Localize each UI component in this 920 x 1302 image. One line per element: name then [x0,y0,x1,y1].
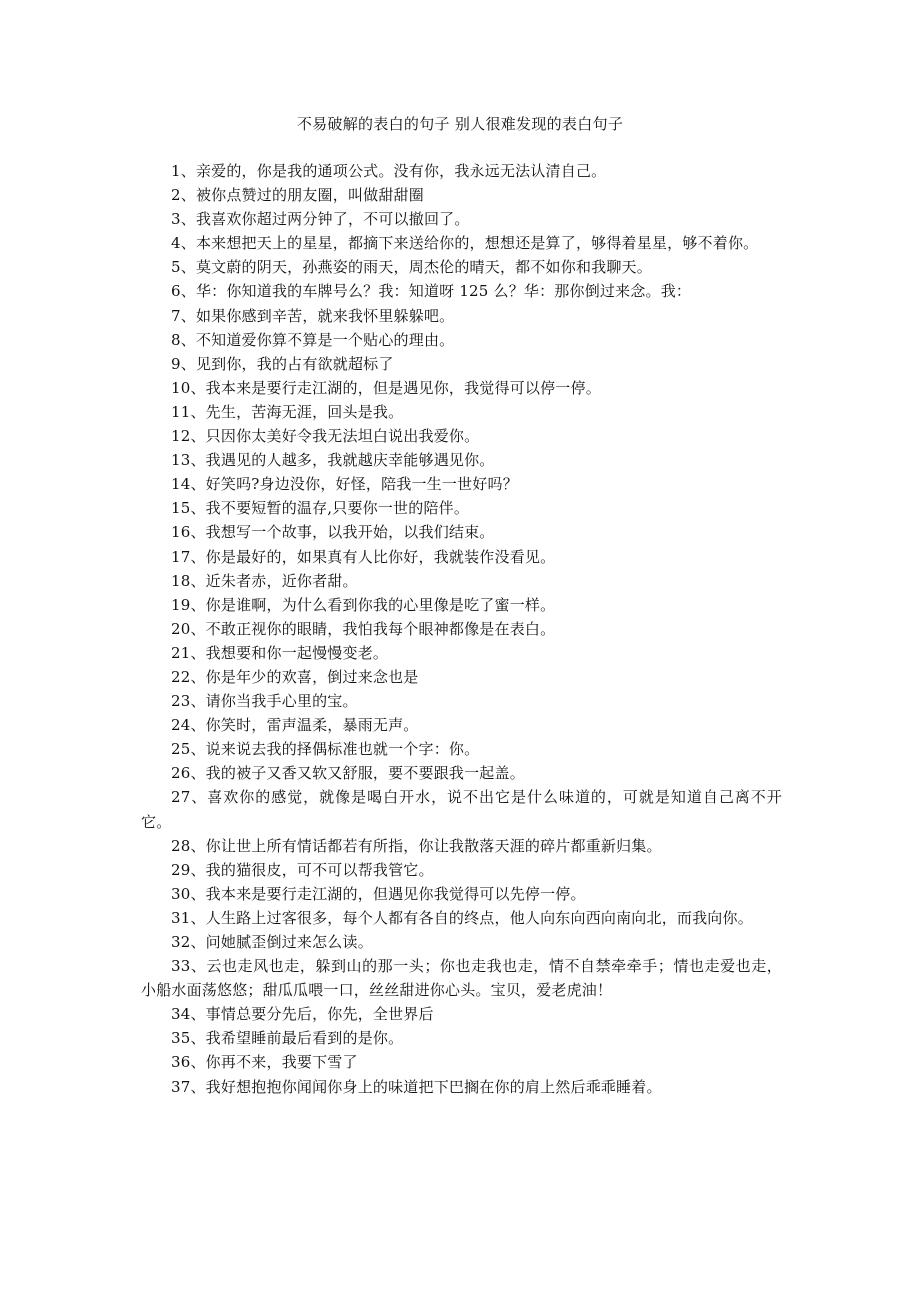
list-item: 7、如果你感到辛苦，就来我怀里躲躲吧。 [171,306,455,325]
list-item: 24、你笑时，雷声温柔，暴雨无声。 [171,716,419,735]
list-item: 1、亲爱的，你是我的通项公式。没有你，我永远无法认清自己。 [171,162,607,180]
list-item: 12、只因你太美好令我无法坦白说出我爱你。 [171,427,480,446]
list-item: 32、问她腻歪倒过来怎么读。 [171,933,373,951]
list-item: 33、云也走风也走，躲到山的那一头；你也走我也走，情不自禁牵牵手；情也走爱也走，小船水面荡悠悠；甜瓜瓜喂一口，丝丝甜进你心头。宝贝，爱老虎油！ [141,957,782,1000]
list-item: 23、请你当我手心里的宝。 [171,692,358,711]
list-item: 35、我希望睡前最后看到的是你。 [171,1029,404,1048]
list-item: 18、近朱者赤，近你者甜。 [171,571,358,590]
list-item: 31、人生路上过客很多，每个人都有各自的终点，他人向东向西向南向北，而我向你。 [171,908,753,927]
list-item: 36、你再不来，我要下雪了 [171,1053,358,1072]
list-item: 16、我想写一个故事，以我开始，以我们结束。 [171,523,495,542]
list-item: 17、你是最好的，如果真有人比你好，我就装作没看见。 [171,547,556,566]
list-item: 4、本来想把天上的星星，都摘下来送给你的，想想还是算了，够得着星星，够不着你。 [171,234,759,253]
list-item: 20、不敢正视你的眼睛，我怕我每个眼神都像是在表白。 [171,619,556,638]
list-item: 30、我本来是要行走江湖的，但遇见你我觉得可以先停一停。 [171,884,586,903]
list-item: 5、莫文蔚的阴天，孙燕姿的雨天，周杰伦的晴天，都不如你和我聊天。 [171,258,652,277]
list-item: 6、华：你知道我的车牌号么？我：知道呀 125 么？华：那你倒过来念。我： [171,282,692,301]
list-item: 37、我好想抱抱你闻闻你身上的味道把下巴搁在你的肩上然后乖乖睡着。 [171,1077,662,1096]
list-item: 3、我喜欢你超过两分钟了，不可以撤回了。 [171,210,470,229]
list-item: 34、事情总要分先后，你先，全世界后 [171,1005,434,1024]
list-item: 29、我的猫很皮，可不可以帮我管它。 [171,860,434,879]
list-item: 15、我不要短暂的温存,只要你一世的陪伴。 [171,499,470,518]
list-item: 22、你是年少的欢喜，倒过来念也是 [171,667,419,686]
list-item: 11、先生，苦海无涯，回头是我。 [171,402,404,421]
list-item: 25、说来说去我的择偶标准也就一个字：你。 [171,740,480,759]
list-item: 8、不知道爱你算不算是一个贴心的理由。 [171,330,455,349]
list-item: 10、我本来是要行走江湖的，但是遇见你，我觉得可以停一停。 [171,378,601,397]
list-item: 9、见到你，我的占有欲就超标了 [171,354,394,373]
list-item: 28、你让世上所有情话都若有所指，你让我散落天涯的碎片都重新归集。 [171,836,662,855]
list-item: 26、我的被子又香又软又舒服，要不要跟我一起盖。 [171,764,525,783]
list-item: 19、你是谁啊，为什么看到你我的心里像是吃了蜜一样。 [171,595,556,614]
document-body [141,159,782,1099]
list-item: 27、喜欢你的感觉，就像是喝白开水，说不出它是什么味道的，可就是知道自己离不开它。 [141,788,782,831]
list-item: 2、被你点赞过的朋友圈，叫做甜甜圈 [171,186,424,205]
document-title: 不易破解的表白的句子 别人很难发现的表白句子 [296,115,624,133]
list-item: 14、好笑吗?身边没你，好怪，陪我一生一世好吗？ [171,475,518,494]
list-item: 13、我遇见的人越多，我就越庆幸能够遇见你。 [171,451,495,470]
list-item: 21、我想要和你一起慢慢变老。 [171,643,389,662]
